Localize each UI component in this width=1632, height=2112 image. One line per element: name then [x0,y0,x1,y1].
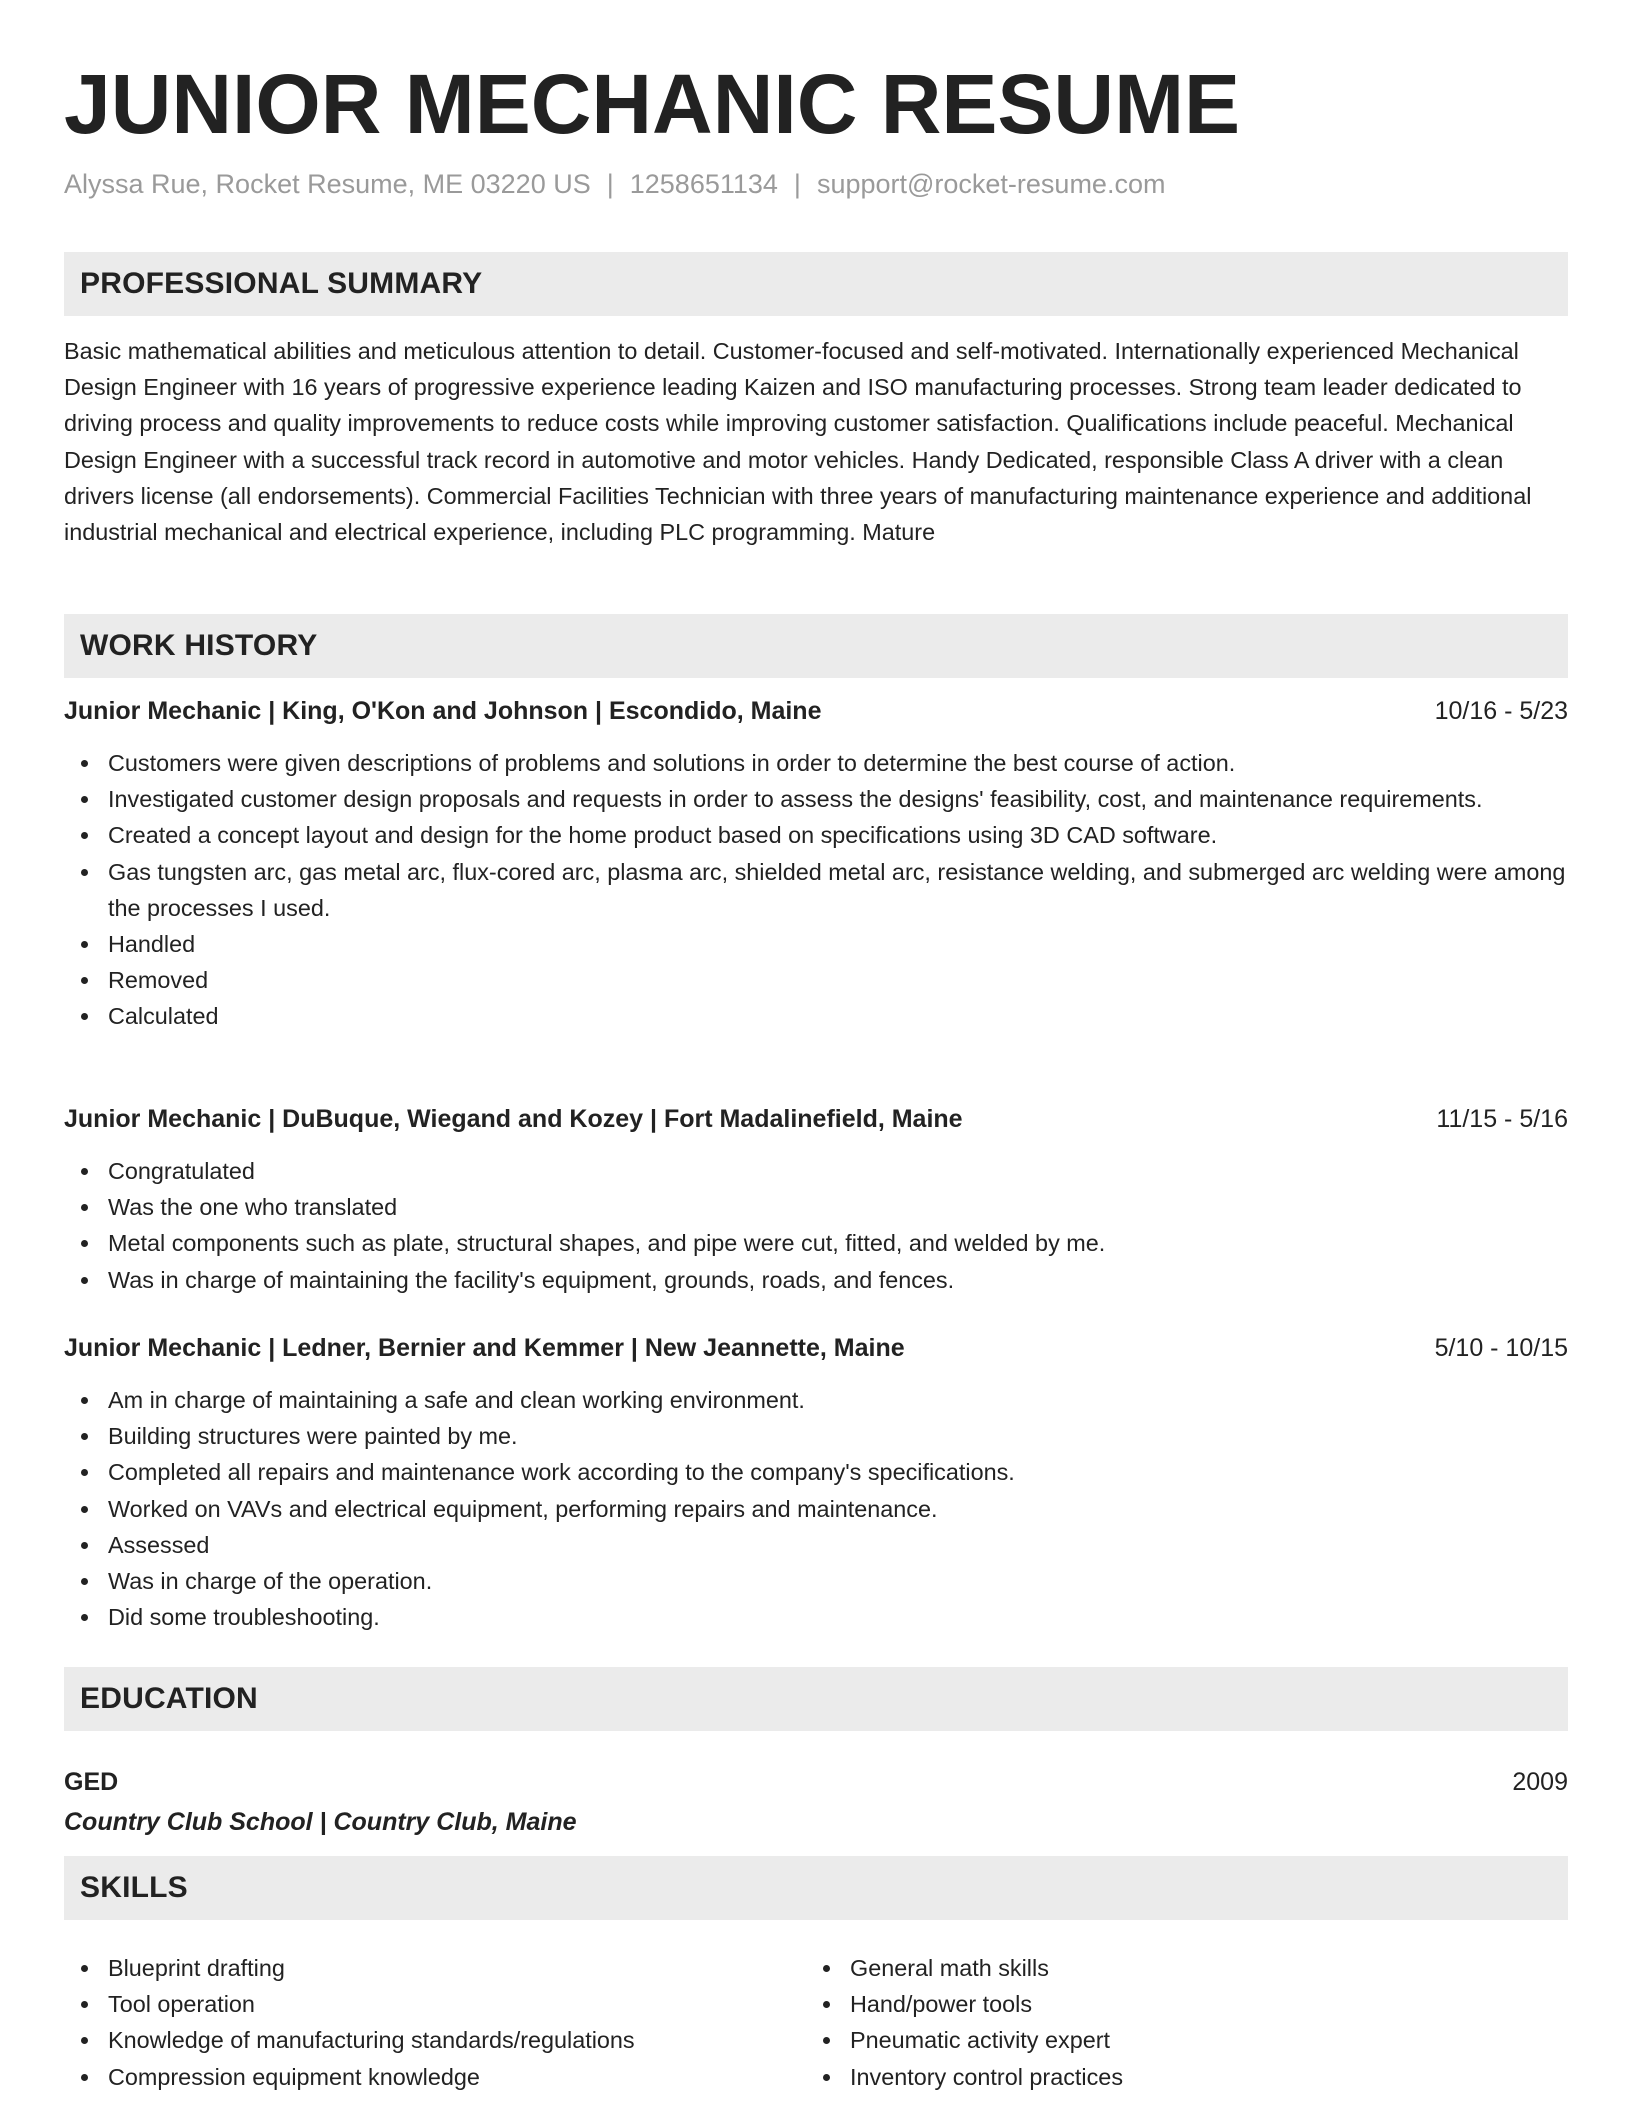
job-bullet: Congratulated [64,1153,1568,1189]
skills-column-right [806,1950,1546,2095]
resume-title: JUNIOR MECHANIC RESUME [64,57,1241,151]
job-entry [64,1101,1568,1298]
job-bullet: Created a concept layout and design for the home product based on specifications using 3D CAD software. [64,817,1568,853]
job-bullet: Did some troubleshooting. [64,1599,1568,1635]
contact-phone: 1258651134 [629,169,778,199]
summary-heading: PROFESSIONAL SUMMARY [80,267,483,300]
skill-item: Inventory control practices [806,2059,1546,2095]
skill-item: Tool operation [64,1986,804,2022]
job-dates: 11/15 - 5/16 [1436,1105,1568,1133]
skills-list [806,1950,1546,2095]
job-entry [64,1330,1568,1635]
skill-item: Hand/power tools [806,1986,1546,2022]
job-header [64,693,1568,729]
job-bullet-list [64,745,1568,1035]
contact-separator: | [793,169,801,199]
job-title: Junior Mechanic | Ledner, Bernier and Kemmer | New Jeannette, Maine [64,1334,905,1362]
education-heading: EDUCATION [80,1682,258,1715]
skill-item: General math skills [806,1950,1546,1986]
job-bullet-list [64,1382,1568,1635]
job-bullet: Worked on VAVs and electrical equipment, performing repairs and maintenance. [64,1491,1568,1527]
job-title: Junior Mechanic | King, O'Kon and Johnson | Escondido, Maine [64,697,822,725]
skill-item: Blueprint drafting [64,1950,804,1986]
job-bullet: Metal components such as plate, structural shapes, and pipe were cut, fitted, and welded by me. [64,1225,1568,1261]
contact-email: support@rocket-resume.com [816,169,1166,199]
skill-item: Knowledge of manufacturing standards/regulations [64,2022,804,2058]
job-entry [64,693,1568,1035]
job-bullet: Building structures were painted by me. [64,1418,1568,1454]
job-bullet: Handled [64,926,1568,962]
contact-address: Alyssa Rue, Rocket Resume, ME 03220 US [64,169,591,199]
education-section-header [64,1667,1568,1731]
job-header [64,1330,1568,1366]
job-bullet-list [64,1153,1568,1298]
skill-item: Compression equipment knowledge [64,2059,804,2095]
contact-separator: | [606,169,614,199]
skills-heading: SKILLS [80,1871,188,1904]
job-bullet: Customers were given descriptions of problems and solutions in order to determine the best course of action. [64,745,1568,781]
job-bullet: Calculated [64,998,1568,1034]
work-heading: WORK HISTORY [80,629,318,662]
education-school: Country Club School | Country Club, Maine [64,1808,577,1836]
job-bullet: Completed all repairs and maintenance work according to the company's specifications. [64,1454,1568,1490]
job-bullet: Investigated customer design proposals and requests in order to assess the designs' feasibility, cost, and maintenance requirements. [64,781,1568,817]
skill-item: Pneumatic activity expert [806,2022,1546,2058]
education-year: 2009 [1512,1768,1568,1796]
job-bullet: Was the one who translated [64,1189,1568,1225]
job-header [64,1101,1568,1137]
job-bullet: Assessed [64,1527,1568,1563]
job-bullet: Removed [64,962,1568,998]
job-title: Junior Mechanic | DuBuque, Wiegand and Kozey | Fort Madalinefield, Maine [64,1105,963,1133]
job-bullet: Was in charge of the operation. [64,1563,1568,1599]
skills-section-header [64,1856,1568,1920]
job-dates: 5/10 - 10/15 [1434,1334,1568,1362]
job-bullet: Gas tungsten arc, gas metal arc, flux-cored arc, plasma arc, shielded metal arc, resistance welding, and submerged arc welding were among the processes I used. [64,854,1568,926]
job-bullet: Was in charge of maintaining the facility's equipment, grounds, roads, and fences. [64,1262,1568,1298]
skills-column-left [64,1950,804,2095]
skills-list [64,1950,804,2095]
work-section-header [64,614,1568,678]
education-degree: GED [64,1768,119,1796]
summary-text: Basic mathematical abilities and meticulous attention to detail. Customer-focused and self-motivated. Internationally experienced Mechanical Design Engineer with 16 years of progressive experience leading Kaizen and ISO manufacturing processes. Strong team leader dedicated to driving process and quality improvements to reduce costs while improving customer satisfaction. Qualifications include peaceful. Mechanical Design Engineer with a successful track record in automotive and motor vehicles. Handy Dedicated, responsible Class A driver with a clean drivers license (all endorsements). Commercial Facilities Technician with three years of manufacturing maintenance experience and additional industrial mechanical and electrical experience, including PLC programming. Mature [64,338,1532,546]
job-bullet: Am in charge of maintaining a safe and clean working environment. [64,1382,1568,1418]
contact-line [64,166,1165,202]
job-dates: 10/16 - 5/23 [1434,697,1568,725]
summary-section-header [64,252,1568,316]
